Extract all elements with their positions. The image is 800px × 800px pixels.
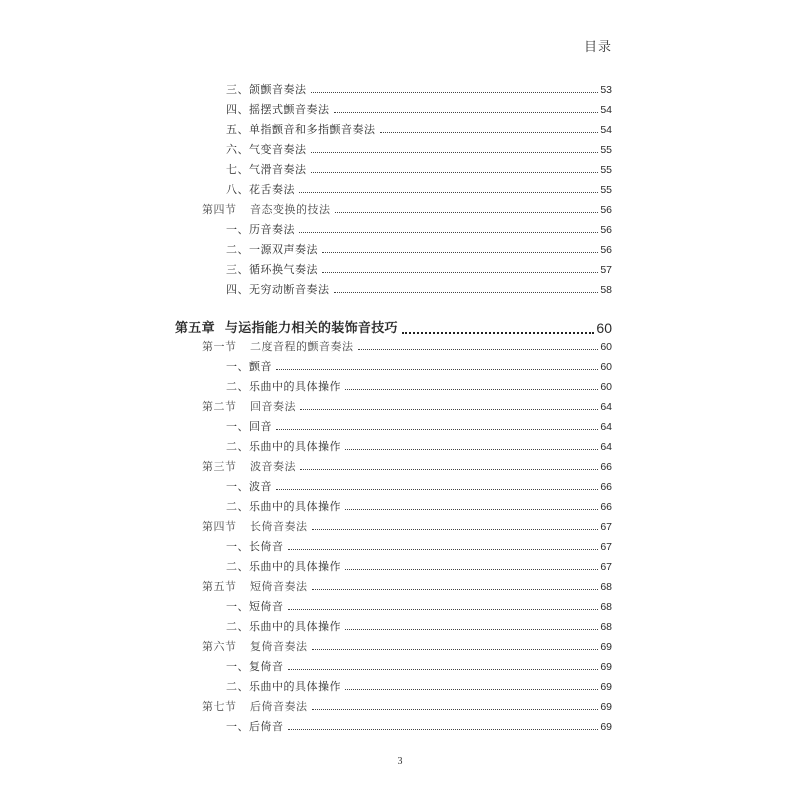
toc-entry-label xyxy=(226,717,284,737)
toc-item-row[interactable] xyxy=(226,437,612,457)
toc-chapter-number: 第五章 xyxy=(175,320,215,335)
toc-entry-title: 一、后倚音 xyxy=(226,720,284,733)
toc-page-number: 56 xyxy=(600,224,612,236)
toc-item-row[interactable] xyxy=(226,377,612,397)
dot-leader xyxy=(299,220,598,240)
toc-page-number: 66 xyxy=(600,461,612,473)
toc-item-row[interactable] xyxy=(226,497,612,517)
dot-leader xyxy=(380,120,599,140)
toc-entry-label xyxy=(202,697,308,717)
toc-page-number: 68 xyxy=(600,601,612,613)
toc-page-number: 56 xyxy=(600,244,612,256)
toc-entry-label xyxy=(226,280,330,300)
toc-page-number: 67 xyxy=(600,541,612,553)
dot-leader xyxy=(300,397,598,417)
toc-entry-label xyxy=(202,337,354,357)
toc-entry-title: 一、颤音 xyxy=(226,360,272,373)
toc-item-row[interactable] xyxy=(226,140,612,160)
toc-page-number: 69 xyxy=(600,661,612,673)
toc-entry-title: 七、气滑音奏法 xyxy=(226,163,307,176)
toc-section-row[interactable] xyxy=(202,577,612,597)
toc-item-row[interactable] xyxy=(226,597,612,617)
dot-leader xyxy=(334,100,599,120)
toc-entry-label xyxy=(202,457,296,477)
toc-entry-label xyxy=(175,317,398,339)
toc-item-row[interactable] xyxy=(226,80,612,100)
dot-leader xyxy=(311,80,599,100)
toc-page-number: 60 xyxy=(600,341,612,353)
dot-leader xyxy=(312,577,599,597)
dot-leader xyxy=(358,337,599,357)
dot-leader xyxy=(345,497,598,517)
toc-section-row[interactable] xyxy=(202,397,612,417)
toc-entry-label xyxy=(226,617,341,637)
toc-entry-label xyxy=(226,377,341,397)
toc-item-row[interactable] xyxy=(226,280,612,300)
toc-page-number: 57 xyxy=(600,264,612,276)
dot-leader xyxy=(299,180,598,200)
toc-page-number: 64 xyxy=(600,421,612,433)
toc-entry-label xyxy=(226,120,376,140)
toc-entry-label xyxy=(226,417,272,437)
dot-leader xyxy=(335,200,599,220)
dot-leader xyxy=(288,657,599,677)
toc-entry-title: 回音奏法 xyxy=(250,401,296,413)
toc-entry-label xyxy=(226,437,341,457)
dot-leader xyxy=(345,617,598,637)
dot-leader xyxy=(345,377,598,397)
toc-page-number: 60 xyxy=(596,320,612,336)
toc-entry-label xyxy=(226,240,318,260)
toc-entry-title: 一、历音奏法 xyxy=(226,223,295,236)
toc-item-row[interactable] xyxy=(226,657,612,677)
toc-page-number: 69 xyxy=(600,701,612,713)
toc-page-number: 55 xyxy=(600,144,612,156)
toc-item-row[interactable] xyxy=(226,180,612,200)
toc-entry-title: 后倚音奏法 xyxy=(250,701,308,713)
toc-entry-title: 三、颌颤音奏法 xyxy=(226,83,307,96)
toc-entry-label xyxy=(226,677,341,697)
toc-entry-title: 二、乐曲中的具体操作 xyxy=(226,440,341,453)
toc-entry-label xyxy=(226,597,284,617)
toc-entry-label xyxy=(226,80,307,100)
toc-page-number: 67 xyxy=(600,521,612,533)
toc-page-number: 60 xyxy=(600,361,612,373)
toc-item-row[interactable] xyxy=(226,120,612,140)
toc-entry-title: 五、单指颤音和多指颤音奏法 xyxy=(226,123,376,136)
toc-page-number: 66 xyxy=(600,501,612,513)
toc-entry-label xyxy=(202,637,308,657)
toc-item-row[interactable] xyxy=(226,357,612,377)
toc-entry-title: 一、短倚音 xyxy=(226,600,284,613)
dot-leader xyxy=(311,160,599,180)
toc-page-number: 55 xyxy=(600,164,612,176)
toc-section-number: 第五节 xyxy=(202,581,237,593)
toc-section-number: 第四节 xyxy=(202,521,237,533)
toc-section-row[interactable] xyxy=(202,337,612,357)
toc-item-row[interactable] xyxy=(226,617,612,637)
toc-item-row[interactable] xyxy=(226,677,612,697)
toc-entry-label xyxy=(226,497,341,517)
toc-entry-label xyxy=(226,357,272,377)
toc-entry-title: 二、乐曲中的具体操作 xyxy=(226,380,341,393)
dot-leader xyxy=(322,240,598,260)
toc-page-number: 69 xyxy=(600,721,612,733)
toc-entry-title: 复倚音奏法 xyxy=(250,641,308,653)
dot-leader xyxy=(288,597,599,617)
toc-entry-label xyxy=(226,557,341,577)
toc-page-number: 54 xyxy=(600,104,612,116)
toc-page-number: 54 xyxy=(600,124,612,136)
toc-page-number: 69 xyxy=(600,641,612,653)
toc-section-number: 第四节 xyxy=(202,204,237,216)
dot-leader xyxy=(288,717,599,737)
toc-entry-title: 一、波音 xyxy=(226,480,272,493)
toc-entry-title: 波音奏法 xyxy=(250,461,296,473)
toc-section-number: 第一节 xyxy=(202,341,237,353)
toc-section-number: 第二节 xyxy=(202,401,237,413)
toc-item-row[interactable] xyxy=(226,417,612,437)
toc-item-row[interactable] xyxy=(226,240,612,260)
toc-entry-label xyxy=(202,200,331,220)
dot-leader xyxy=(402,318,595,338)
toc-page-number: 64 xyxy=(600,401,612,413)
toc-item-row[interactable] xyxy=(226,557,612,577)
toc-entry-title: 八、花舌奏法 xyxy=(226,183,295,196)
toc-item-row[interactable] xyxy=(226,220,612,240)
toc-entry-title: 二、乐曲中的具体操作 xyxy=(226,560,341,573)
toc-entry-title: 长倚音奏法 xyxy=(250,521,308,533)
dot-leader xyxy=(276,357,598,377)
toc-section-row[interactable] xyxy=(202,697,612,717)
dot-leader xyxy=(276,477,598,497)
toc-entry-label xyxy=(226,477,272,497)
toc-entry-title: 一、长倚音 xyxy=(226,540,284,553)
toc-entry-label xyxy=(226,180,295,200)
toc-entry-title: 二度音程的颤音奏法 xyxy=(250,341,354,353)
toc-entry-title: 六、气变音奏法 xyxy=(226,143,307,156)
toc-entry-title: 一、回音 xyxy=(226,420,272,433)
toc-page-number: 66 xyxy=(600,481,612,493)
toc-item-row[interactable] xyxy=(226,100,612,120)
toc-entry-title: 二、一源双声奏法 xyxy=(226,243,318,256)
toc-section-number: 第七节 xyxy=(202,701,237,713)
toc-entry-title: 二、乐曲中的具体操作 xyxy=(226,620,341,633)
toc-entry-title: 二、乐曲中的具体操作 xyxy=(226,680,341,693)
dot-leader xyxy=(312,697,599,717)
dot-leader xyxy=(300,457,598,477)
toc-section-row[interactable] xyxy=(202,200,612,220)
toc-section-row[interactable] xyxy=(202,637,612,657)
dot-leader xyxy=(311,140,599,160)
toc-entry-label xyxy=(226,657,284,677)
dot-leader xyxy=(322,260,598,280)
toc-page-number: 69 xyxy=(600,681,612,693)
toc-page-number: 55 xyxy=(600,184,612,196)
toc-item-row[interactable] xyxy=(226,260,612,280)
toc-entry-title: 音态变换的技法 xyxy=(250,204,331,216)
toc-entry-label xyxy=(202,577,308,597)
toc-entry-label xyxy=(226,260,318,280)
toc-entry-title: 短倚音奏法 xyxy=(250,581,308,593)
toc-entry-label xyxy=(202,397,296,417)
toc-entry-title: 四、摇摆式颤音奏法 xyxy=(226,103,330,116)
toc-page-number: 68 xyxy=(600,581,612,593)
toc-page-number: 67 xyxy=(600,561,612,573)
toc-chapter-row[interactable] xyxy=(175,317,612,339)
dot-leader xyxy=(334,280,599,300)
toc-entry-label xyxy=(226,100,330,120)
toc-section-number: 第六节 xyxy=(202,641,237,653)
toc-section-row[interactable] xyxy=(202,457,612,477)
toc-item-row[interactable] xyxy=(226,160,612,180)
page-number: 3 xyxy=(397,756,403,767)
dot-leader xyxy=(345,557,598,577)
toc-entry-label xyxy=(226,160,307,180)
dot-leader xyxy=(312,637,599,657)
toc-page-number: 64 xyxy=(600,441,612,453)
toc-entry-label xyxy=(226,537,284,557)
toc-item-row[interactable] xyxy=(226,477,612,497)
dot-leader xyxy=(312,517,599,537)
toc-section-row[interactable] xyxy=(202,517,612,537)
toc-entry-title: 三、循环换气奏法 xyxy=(226,263,318,276)
toc-page-number: 56 xyxy=(600,204,612,216)
toc-entry-title: 与运指能力相关的装饰音技巧 xyxy=(224,320,398,335)
dot-leader xyxy=(276,417,598,437)
toc-page-number: 53 xyxy=(600,84,612,96)
toc-entry-title: 四、无穷动断音奏法 xyxy=(226,283,330,296)
toc-entry-label xyxy=(226,220,295,240)
toc-item-row[interactable] xyxy=(226,717,612,737)
toc-section-number: 第三节 xyxy=(202,461,237,473)
dot-leader xyxy=(345,437,598,457)
toc-page-number: 58 xyxy=(600,284,612,296)
toc-entry-label xyxy=(202,517,308,537)
toc-entry-label xyxy=(226,140,307,160)
page-header-title: 目录 xyxy=(583,40,612,55)
toc-entry-title: 一、复倚音 xyxy=(226,660,284,673)
toc-page-number: 60 xyxy=(600,381,612,393)
dot-leader xyxy=(288,537,599,557)
toc-page-number: 68 xyxy=(600,621,612,633)
toc-item-row[interactable] xyxy=(226,537,612,557)
dot-leader xyxy=(345,677,598,697)
toc-entry-title: 二、乐曲中的具体操作 xyxy=(226,500,341,513)
